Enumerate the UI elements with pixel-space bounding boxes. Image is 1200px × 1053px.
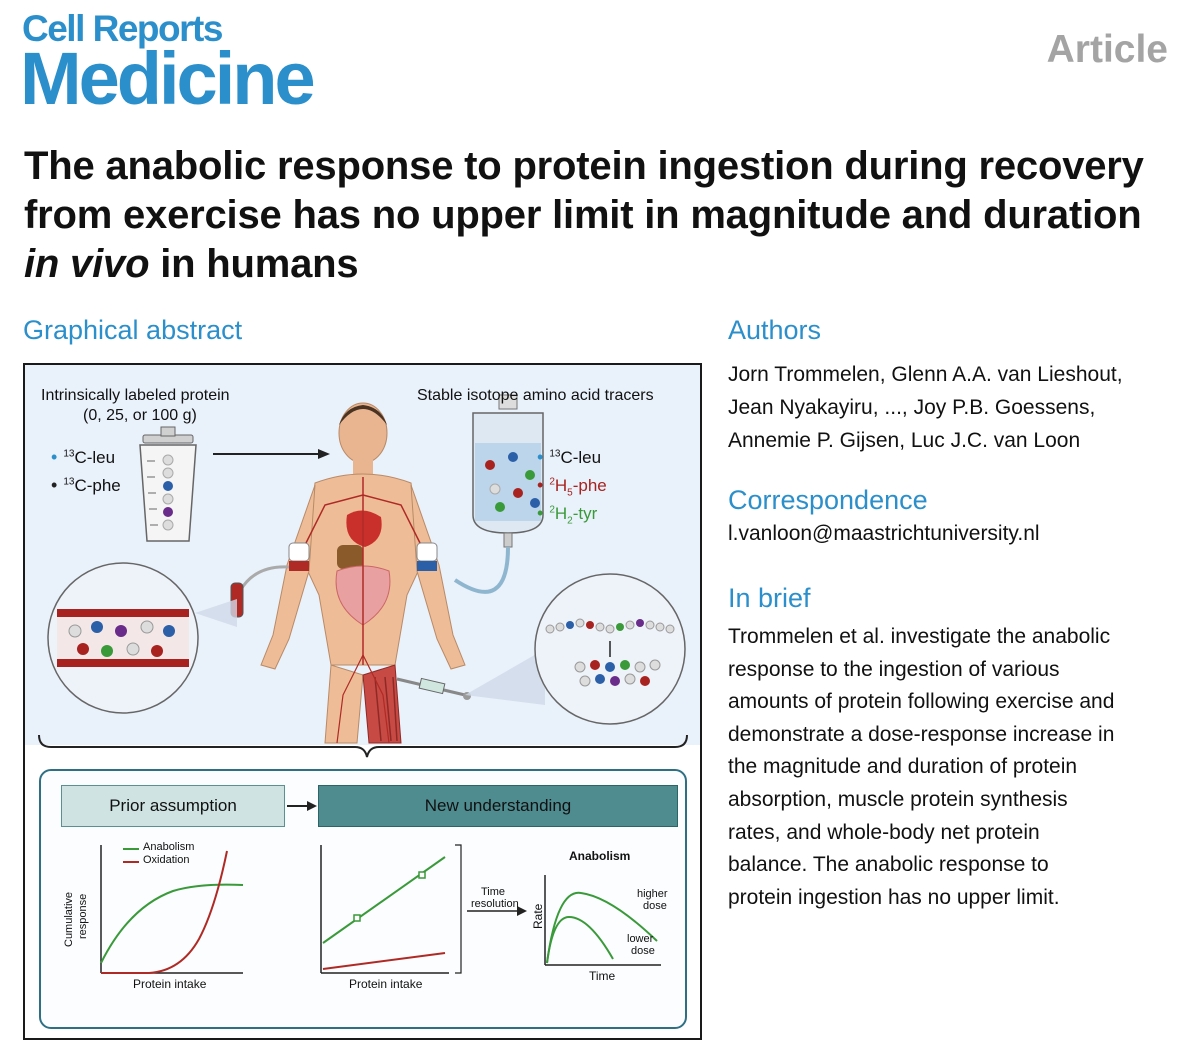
lower-dose-curve — [547, 917, 613, 963]
shaker-bottle-icon — [140, 427, 196, 541]
in-brief-line: the magnitude and duration of protein — [728, 755, 1078, 779]
time-resolution-label-1: Time — [481, 886, 506, 898]
bullet-icon: • — [51, 475, 58, 495]
tracer-name: H — [554, 476, 568, 495]
box-arrow-head — [307, 801, 317, 811]
tracer-suffix: -phe — [572, 476, 607, 495]
ingestion-arrow-head — [318, 449, 330, 459]
left-tracer-leu — [51, 447, 115, 468]
time-resolution-label-2: resolution — [471, 898, 519, 910]
tracer-name: H — [554, 504, 568, 523]
in-brief-line: protein ingestion has no upper limit. — [728, 885, 1060, 909]
bullet-icon: • — [51, 447, 58, 467]
lower-dose-label-2: dose — [631, 945, 655, 957]
iv-bag-icon — [455, 395, 543, 592]
tracer-sup: 13 — [549, 448, 561, 460]
title-text-1: The anabolic response to protein ingestion during recovery from exercise has no upper limit in magnitude and duration — [24, 144, 1144, 237]
biopsy-needle-icon — [397, 678, 471, 700]
tracers-label: Stable isotope amino acid tracers — [417, 387, 654, 404]
prior-chart-ylabel-2: response — [77, 893, 89, 939]
rate-chart-ylabel: Rate — [531, 903, 545, 929]
point-marker — [419, 872, 425, 878]
right-tracer-tyr — [537, 503, 597, 526]
prior-assumption-box: Prior assumption — [61, 785, 285, 827]
point-marker — [354, 915, 360, 921]
graphical-abstract-figure — [23, 363, 702, 1040]
new-understanding-box: New understanding — [318, 785, 678, 827]
right-tracer-leu — [537, 447, 601, 468]
tracer-sub: 5 — [567, 487, 573, 499]
journal-name-main: Medicine — [20, 37, 313, 120]
paper-title — [24, 142, 1154, 289]
right-tracer-phe — [537, 475, 607, 498]
in-brief-line: response to the ingestion of various — [728, 657, 1060, 681]
rate-chart-xlabel: Time — [589, 969, 616, 983]
journal-name-top: Cell Reports — [22, 8, 222, 49]
in-brief-text — [728, 621, 1183, 914]
bullet-icon: • — [537, 503, 544, 523]
chart-bracket — [455, 845, 461, 973]
tracer-name: C-leu — [560, 448, 602, 467]
tracer-name: C-phe — [74, 476, 121, 495]
authors-line: Annemie P. Gijsen, Luc J.C. van Loon — [728, 429, 1081, 452]
summary-brace — [39, 735, 687, 757]
in-brief-line: absorption, muscle protein synthesis — [728, 787, 1068, 811]
tracer-sup: 13 — [63, 448, 75, 460]
blood-zoom-cone — [195, 599, 237, 627]
protein-label-line-1: Intrinsically labeled protein — [41, 387, 230, 404]
title-text-2: in humans — [149, 242, 359, 286]
tracer-sup: 2 — [549, 504, 555, 516]
tracer-sup: 2 — [549, 476, 555, 488]
linear-anabolism-line — [323, 857, 445, 943]
higher-dose-label-2: dose — [643, 900, 667, 912]
authors-line: Jorn Trommelen, Glenn A.A. van Lieshout, — [728, 363, 1123, 386]
authors-heading: Authors — [728, 315, 822, 345]
rate-chart-title: Anabolism — [569, 849, 631, 863]
higher-dose-label-1: higher — [637, 888, 668, 900]
in-brief-line: Trommelen et al. investigate the anabolic — [728, 625, 1111, 648]
graphical-abstract-heading: Graphical abstract — [23, 315, 243, 345]
tracer-name: C-leu — [74, 448, 116, 467]
left-tracer-phe — [51, 475, 121, 496]
bullet-icon: • — [537, 447, 544, 467]
in-brief-line: demonstrate a dose-response increase in — [728, 722, 1115, 746]
bullet-icon: • — [537, 475, 544, 495]
in-brief-heading: In brief — [728, 583, 811, 613]
concept-panel — [39, 769, 687, 1029]
oxidation-curve — [101, 851, 227, 973]
prior-chart-xlabel: Protein intake — [133, 977, 207, 991]
title-text-italic: in vivo — [24, 242, 150, 286]
new-chart — [321, 845, 461, 973]
authors-list — [728, 358, 1188, 457]
tracer-sub: 2 — [567, 515, 573, 527]
protein-label-line-2: (0, 25, or 100 g) — [83, 407, 197, 424]
lower-dose-label-1: lower — [627, 933, 654, 945]
muscle-zoom-cone — [465, 649, 545, 705]
legend-anabolism: Anabolism — [143, 841, 195, 853]
tracer-suffix: -tyr — [572, 504, 598, 523]
authors-line: Jean Nyakayiru, ..., Joy P.B. Goessens, — [728, 396, 1096, 419]
correspondence-email[interactable]: l.vanloon@maastrichtuniversity.nl — [728, 522, 1040, 545]
article-type-label: Article — [1046, 28, 1168, 71]
anabolism-curve — [101, 885, 243, 963]
linear-oxidation-line — [323, 953, 445, 969]
legend-oxidation: Oxidation — [143, 854, 190, 866]
tracer-sup: 13 — [63, 476, 75, 488]
correspondence-heading: Correspondence — [728, 485, 928, 515]
in-brief-line: balance. The anabolic response to — [728, 853, 1049, 877]
prior-chart-ylabel-1: Cumulative — [63, 891, 75, 947]
new-chart-xlabel: Protein intake — [349, 977, 423, 991]
in-brief-line: amounts of protein following exercise and — [728, 690, 1115, 714]
in-brief-line: rates, and whole-body net protein — [728, 820, 1040, 844]
